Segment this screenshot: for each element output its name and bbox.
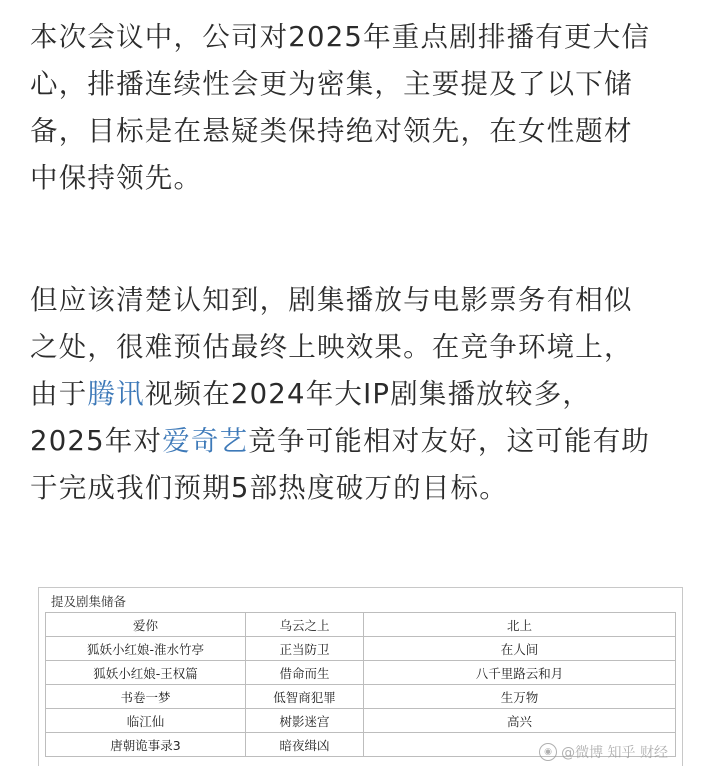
table-cell: 狐妖小红娘-淮水竹亭 [46, 637, 246, 661]
table-cell: 树影迷宫 [246, 709, 364, 733]
watermark [539, 742, 668, 762]
table-row [46, 637, 676, 661]
table-cell: 低智商犯罪 [246, 685, 364, 709]
paragraph-2-line [30, 371, 700, 418]
table-cell: 生万物 [364, 685, 676, 709]
table-cell: 八千里路云和月 [364, 661, 676, 685]
table-row [46, 685, 676, 709]
text-segment: 由于 [30, 378, 88, 410]
drama-reserve-table [45, 612, 676, 757]
text-segment: 竞争可能相对友好，这可能有助 [248, 425, 651, 457]
paragraph-2-line: 之处，很难预估最终上映效果。在竞争环境上， [30, 331, 633, 363]
tencent-link[interactable]: 腾讯 [87, 378, 145, 410]
paragraph-2-line: 但应该清楚认知到，剧集播放与电影票务有相似 [30, 284, 633, 316]
table-cell: 正当防卫 [246, 637, 364, 661]
table-cell: 爱你 [46, 613, 246, 637]
table-cell: 高兴 [364, 709, 676, 733]
paragraph-2-line: 于完成我们预期5部热度破万的目标。 [30, 472, 508, 504]
paragraph-1-line: 备，目标是在悬疑类保持绝对领先，在女性题材 [30, 115, 633, 147]
paragraph-2-line [30, 418, 700, 465]
paragraph-1 [30, 14, 700, 202]
drama-reserve-table-image[interactable] [38, 587, 683, 766]
table-cell: 暗夜缉凶 [246, 733, 364, 757]
paragraph-1-line: 心，排播连续性会更为密集，主要提及了以下储 [30, 68, 633, 100]
table-cell: 狐妖小红娘-王权篇 [46, 661, 246, 685]
table-cell: 乌云之上 [246, 613, 364, 637]
text-segment: 2025年对 [30, 425, 163, 457]
text-segment: 视频在2024年大IP剧集播放较多， [144, 378, 592, 410]
table-cell: 书卷一梦 [46, 685, 246, 709]
paragraph-1-line: 本次会议中，公司对2025年重点剧排播有更大信 [30, 21, 651, 53]
table-cell: 唐朝诡事录3 [46, 733, 246, 757]
weibo-icon: ◉ [539, 743, 557, 761]
table-cell: 在人间 [364, 637, 676, 661]
table-cell: 北上 [364, 613, 676, 637]
iqiyi-link[interactable]: 爱奇艺 [162, 425, 249, 457]
paragraph-1-line: 中保持领先。 [30, 162, 203, 194]
table-title: 提及剧集储备 [51, 594, 127, 609]
table-row [46, 709, 676, 733]
paragraph-2 [30, 277, 700, 512]
table-row [46, 661, 676, 685]
watermark-text: @微博 知乎 财经 [561, 745, 668, 761]
table-row [46, 613, 676, 637]
table-cell: 借命而生 [246, 661, 364, 685]
table-cell: 临江仙 [46, 709, 246, 733]
